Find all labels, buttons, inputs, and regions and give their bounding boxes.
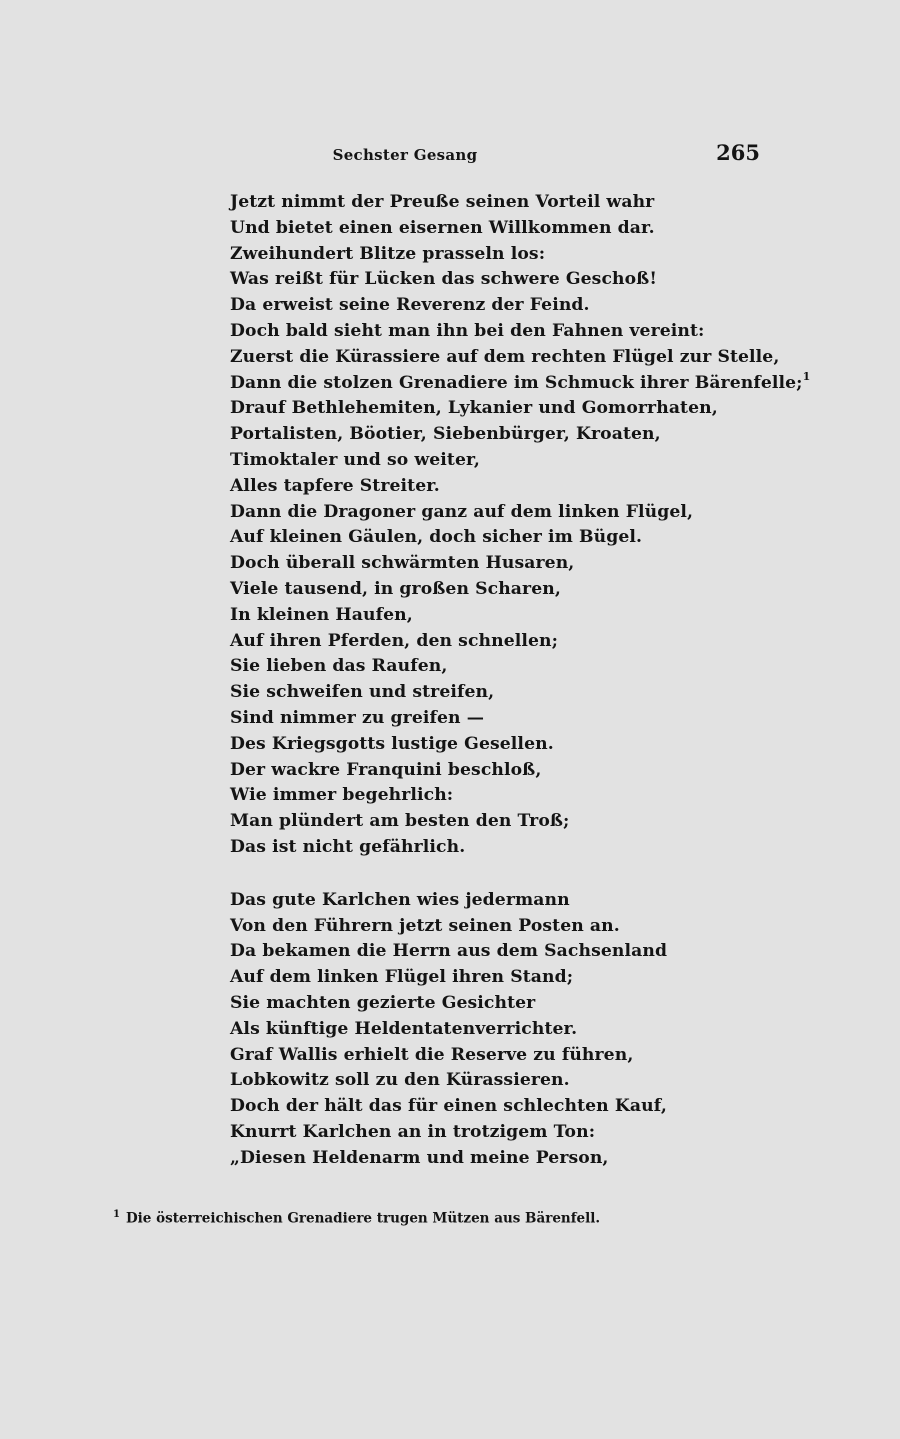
poem-line: Portalisten, Böotier, Siebenbürger, Kroaten, xyxy=(230,424,661,445)
poem-line: Auf dem linken Flügel ihren Stand; xyxy=(230,967,574,988)
poem-line-with-footnote xyxy=(230,369,811,397)
poem-line: Doch der hält das für einen schlechten Kauf, xyxy=(230,1096,667,1117)
poem-line: Das ist nicht gefährlich. xyxy=(230,836,466,857)
footnote-marker: 1 xyxy=(113,1209,120,1220)
poem-line: Da bekamen die Herrn aus dem Sachsenland xyxy=(230,941,668,962)
poem-line: „Diesen Heldenarm und meine Person, xyxy=(230,1147,609,1168)
poem-line: Und bietet einen eisernen Willkommen dar. xyxy=(230,217,655,238)
poem-line: Man plündert am besten den Troß; xyxy=(230,811,570,832)
poem-line: Auf ihren Pferden, den schnellen; xyxy=(230,630,559,651)
footnote-text: Die österreichischen Grenadiere trugen Mützen aus Bärenfell. xyxy=(125,1210,601,1227)
running-head: Sechster Gesang xyxy=(332,146,478,164)
footnote-reference: 1 xyxy=(802,369,811,383)
poem-line: Graf Wallis erhielt die Reserve zu führen, xyxy=(230,1044,634,1065)
poem-line: Auf kleinen Gäulen, doch sicher im Bügel. xyxy=(230,527,643,548)
poem-line: Von den Führern jetzt seinen Posten an. xyxy=(230,915,620,936)
poem-line: In kleinen Haufen, xyxy=(230,604,413,625)
poem-line: Das gute Karlchen wies jedermann xyxy=(230,889,570,910)
poem-body xyxy=(230,190,811,1171)
poem-line: Wie immer begehrlich: xyxy=(230,785,454,806)
poem-line: Des Kriegsgotts lustige Gesellen. xyxy=(230,733,554,754)
poem-line: Alles tapfere Streiter. xyxy=(230,475,440,496)
poem-line: Zuerst die Kürassiere auf dem rechten Flügel zur Stelle, xyxy=(230,346,780,367)
poem-line: Doch überall schwärmten Husaren, xyxy=(230,553,575,574)
poem-line: Jetzt nimmt der Preuße seinen Vorteil wahr xyxy=(230,192,655,212)
poem-line: Knurrt Karlchen an in trotzigem Ton: xyxy=(230,1121,596,1142)
poem-line: Sind nimmer zu greifen — xyxy=(230,707,484,728)
poem-line-text: Dann die stolzen Grenadiere im Schmuck ihrer Bärenfelle; xyxy=(230,372,803,393)
poem-line: Doch bald sieht man ihn bei den Fahnen vereint: xyxy=(230,320,705,341)
poem-line: Zweihundert Blitze prasseln los: xyxy=(230,243,546,264)
poem-line: Viele tausend, in großen Scharen, xyxy=(230,578,561,599)
stanza-break xyxy=(230,861,770,888)
poem-line: Lobkowitz soll zu den Kürassieren. xyxy=(230,1070,570,1091)
poem-line: Was reißt für Lücken das schwere Geschoß! xyxy=(230,269,657,290)
stanza-2 xyxy=(230,888,770,1172)
poem-line: Dann die Dragoner ganz auf dem linken Flügel, xyxy=(230,501,694,522)
poem-line: Da erweist seine Reverenz der Feind. xyxy=(230,295,590,316)
poem-line: Als künftige Heldentatenverrichter. xyxy=(230,1018,578,1039)
poem-line: Sie machten gezierte Gesichter xyxy=(230,992,536,1013)
poem-line: Drauf Bethlehemiten, Lykanier und Gomorrhaten, xyxy=(230,398,718,419)
poem-line: Sie lieben das Raufen, xyxy=(230,656,448,677)
poem-line: Sie schweifen und streifen, xyxy=(230,682,495,703)
page-number: 265 xyxy=(716,140,760,165)
poem-line: Der wackre Franquini beschloß, xyxy=(230,759,542,780)
stanza-1 xyxy=(230,190,811,861)
poem-line: Timoktaler und so weiter, xyxy=(230,449,480,470)
footnote xyxy=(113,1209,813,1227)
